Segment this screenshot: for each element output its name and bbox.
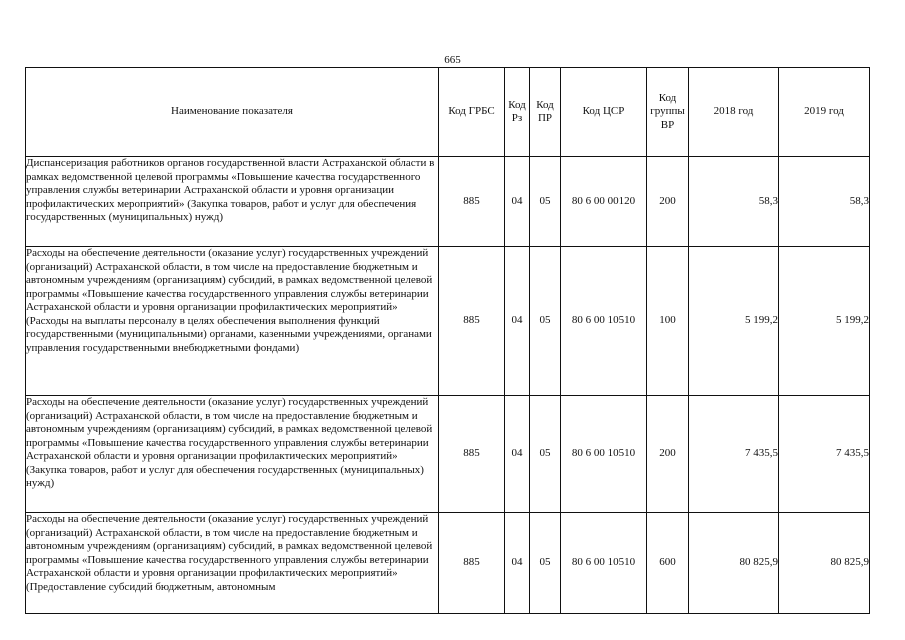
row-rz: 04: [505, 247, 530, 396]
table-row: [26, 247, 870, 396]
row-rz: 04: [505, 396, 530, 513]
row-vr: 200: [647, 396, 689, 513]
row-vr: 200: [647, 157, 689, 247]
row-name: Расходы на обеспечение деятельности (оказание услуг) государственных учреждений (организаций) Астраханской области, в том числе на предоставление бюджетным и автономным учреждениям (организациям) субсидий, в рамках ведомственной целевой программы «Повышение качества государственного управления службы ветеринарии Астраханской области и уровня организации профилактических мероприятий» (Закупка товаров, работ и услуг для обеспечения государственных (муниципальных) нужд): [26, 396, 439, 513]
table-header-row: [26, 68, 870, 157]
row-name: Расходы на обеспечение деятельности (оказание услуг) государственных учреждений (организаций) Астраханской области, в том числе на предоставление бюджетным и автономным учреждениям (организациям) субсидий, в рамках ведомственной целевой программы «Повышение качества государственного управления службы ветеринарии Астраханской области и уровня организации профилактических мероприятий» (Расходы на выплаты персоналу в целях обеспечения выполнения функций государственными (муниципальными) органами, казенными учреждениями, органами управления государственными внебюджетными фондами): [26, 247, 439, 396]
table-row: [26, 513, 870, 614]
row-csr: 80 6 00 10510: [561, 396, 647, 513]
row-csr: 80 6 00 10510: [561, 513, 647, 614]
row-pr: 05: [530, 396, 561, 513]
row-2019: 7 435,5: [779, 396, 870, 513]
row-csr: 80 6 00 10510: [561, 247, 647, 396]
row-grbs: 885: [439, 247, 505, 396]
row-pr: 05: [530, 513, 561, 614]
row-vr: 100: [647, 247, 689, 396]
header-csr: Код ЦСР: [561, 68, 647, 157]
row-grbs: 885: [439, 396, 505, 513]
row-2018: 7 435,5: [689, 396, 779, 513]
table-row: [26, 157, 870, 247]
page-number: 665: [444, 54, 461, 66]
header-grbs: Код ГРБС: [439, 68, 505, 157]
row-grbs: 885: [439, 157, 505, 247]
header-name: Наименование показателя: [26, 68, 439, 157]
row-2018: 5 199,2: [689, 247, 779, 396]
row-rz: 04: [505, 157, 530, 247]
header-2018: 2018 год: [689, 68, 779, 157]
row-vr: 600: [647, 513, 689, 614]
budget-table: [25, 67, 870, 614]
row-2019: 5 199,2: [779, 247, 870, 396]
row-pr: 05: [530, 157, 561, 247]
header-pr: Код ПР: [530, 68, 561, 157]
row-2019: 80 825,9: [779, 513, 870, 614]
row-name: Диспансеризация работников органов государственной власти Астраханской области в рамках ведомственной целевой программы «Повышение качества государственного управления службы ветеринарии Астраханской области и уровня организации профилактических мероприятий» (Закупка товаров, работ и услуг для обеспечения государственных (муниципальных) нужд): [26, 157, 439, 247]
row-2019: 58,3: [779, 157, 870, 247]
row-name: Расходы на обеспечение деятельности (оказание услуг) государственных учреждений (организаций) Астраханской области, в том числе на предоставление бюджетным и автономным учреждениям (организациям) субсидий, в рамках ведомственной целевой программы «Повышение качества государственного управления службы ветеринарии Астраханской области и уровня организации профилактических мероприятий» (Предоставление субсидий бюджетным, автономным: [26, 513, 439, 614]
row-2018: 58,3: [689, 157, 779, 247]
header-2019: 2019 год: [779, 68, 870, 157]
header-vr: Код группы ВР: [647, 68, 689, 157]
row-csr: 80 6 00 00120: [561, 157, 647, 247]
header-rz: Код Рз: [505, 68, 530, 157]
table-row: [26, 396, 870, 513]
row-2018: 80 825,9: [689, 513, 779, 614]
row-pr: 05: [530, 247, 561, 396]
row-rz: 04: [505, 513, 530, 614]
row-grbs: 885: [439, 513, 505, 614]
